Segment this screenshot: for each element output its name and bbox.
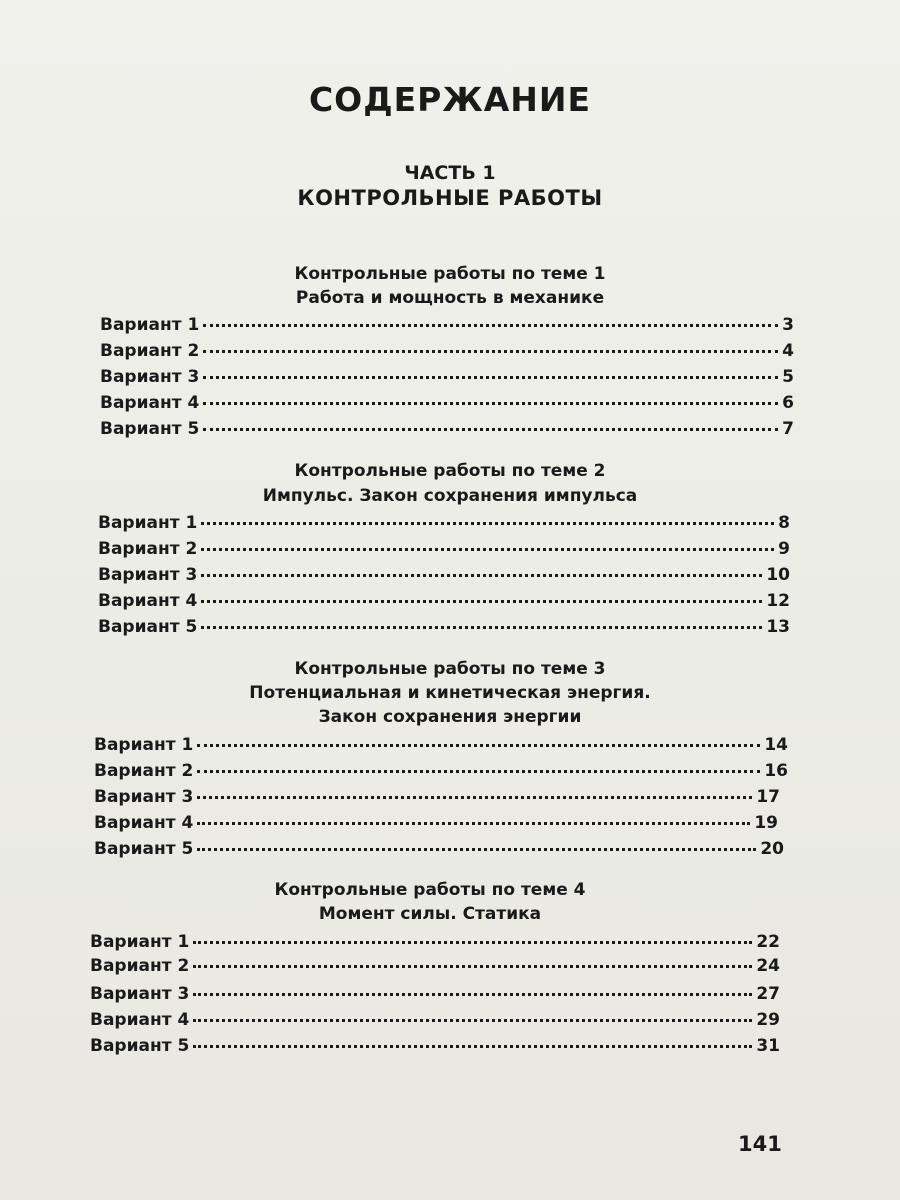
- dot-leader: [201, 521, 774, 525]
- toc-entry[interactable]: [100, 419, 794, 443]
- dot-leader: [203, 401, 778, 405]
- entry-page: 8: [778, 513, 790, 533]
- entry-page: 27: [756, 984, 780, 1004]
- dot-leader: [197, 743, 760, 747]
- topic-3-subtitle-line-2: Закон сохранения энергии: [318, 707, 582, 727]
- entry-label: Вариант 3: [100, 367, 200, 387]
- entry-page: 6: [782, 393, 794, 413]
- dot-leader: [201, 573, 762, 577]
- topic-4-subtitle: Момент силы. Статика: [318, 904, 542, 924]
- entry-page: 12: [766, 591, 790, 611]
- dot-leader: [193, 940, 752, 944]
- toc-entry[interactable]: [90, 1036, 780, 1060]
- dot-leader: [197, 769, 760, 773]
- entry-page: 4: [782, 341, 794, 361]
- toc-entry[interactable]: [100, 315, 794, 339]
- entry-page: 3: [782, 315, 794, 335]
- entry-page: 14: [764, 735, 788, 755]
- entry-page: 31: [756, 1036, 780, 1056]
- toc-entry[interactable]: [100, 393, 794, 417]
- topic-4-heading: Контрольные работы по теме 4: [274, 880, 586, 900]
- toc-entry[interactable]: [94, 761, 788, 785]
- dot-leader: [203, 375, 778, 379]
- entry-label: Вариант 5: [100, 419, 200, 439]
- entry-label: Вариант 3: [98, 565, 198, 585]
- entry-label: Вариант 2: [90, 956, 190, 976]
- dot-leader: [197, 847, 756, 851]
- entry-page: 22: [756, 932, 780, 952]
- topic-2-subtitle: Импульс. Закон сохранения импульса: [262, 486, 638, 506]
- entry-label: Вариант 5: [90, 1036, 190, 1056]
- entry-page: 17: [756, 787, 780, 807]
- dot-leader: [203, 323, 778, 327]
- toc-entry[interactable]: [100, 341, 794, 365]
- toc-entry[interactable]: [90, 932, 780, 956]
- topic-1-heading: Контрольные работы по теме 1: [294, 264, 606, 284]
- topic-1-subtitle: Работа и мощность в механике: [295, 288, 605, 308]
- entry-page: 29: [756, 1010, 780, 1030]
- toc-entry[interactable]: [90, 1010, 780, 1034]
- entry-page: 9: [778, 539, 790, 559]
- toc-entry[interactable]: [90, 956, 780, 980]
- entry-label: Вариант 5: [94, 839, 194, 859]
- part-title: КОНТРОЛЬНЫЕ РАБОТЫ: [297, 186, 603, 210]
- topic-3-subtitle-line-1: Потенциальная и кинетическая энергия.: [249, 683, 651, 703]
- entry-label: Вариант 2: [100, 341, 200, 361]
- page-number: 141: [738, 1132, 782, 1156]
- dot-leader: [193, 992, 752, 996]
- entry-label: Вариант 4: [94, 813, 194, 833]
- entry-label: Вариант 2: [98, 539, 198, 559]
- toc-entry[interactable]: [94, 839, 784, 863]
- entry-page: 7: [782, 419, 794, 439]
- toc-entry[interactable]: [94, 787, 780, 811]
- topic-3-heading: Контрольные работы по теме 3: [294, 659, 606, 679]
- page-title: СОДЕРЖАНИЕ: [308, 80, 592, 119]
- entry-page: 5: [782, 367, 794, 387]
- toc-entry[interactable]: [90, 984, 780, 1008]
- dot-leader: [203, 349, 778, 353]
- toc-entry[interactable]: [98, 617, 790, 641]
- dot-leader: [193, 1018, 752, 1022]
- dot-leader: [203, 427, 778, 431]
- entry-page: 24: [756, 956, 780, 976]
- entry-page: 10: [766, 565, 790, 585]
- entry-label: Вариант 3: [90, 984, 190, 1004]
- dot-leader: [193, 964, 752, 968]
- entry-label: Вариант 4: [90, 1010, 190, 1030]
- dot-leader: [201, 547, 774, 551]
- entry-label: Вариант 3: [94, 787, 194, 807]
- entry-label: Вариант 5: [98, 617, 198, 637]
- dot-leader: [197, 821, 750, 825]
- entry-page: 13: [766, 617, 790, 637]
- topic-2-heading: Контрольные работы по теме 2: [294, 461, 606, 481]
- dot-leader: [201, 599, 762, 603]
- entry-label: Вариант 4: [98, 591, 198, 611]
- entry-page: 16: [764, 761, 788, 781]
- entry-label: Вариант 1: [98, 513, 198, 533]
- dot-leader: [193, 1044, 752, 1048]
- entry-label: Вариант 2: [94, 761, 194, 781]
- toc-entry[interactable]: [98, 591, 790, 615]
- entry-label: Вариант 1: [94, 735, 194, 755]
- toc-entry[interactable]: [98, 513, 790, 537]
- entry-page: 19: [754, 813, 778, 833]
- dot-leader: [197, 795, 752, 799]
- toc-entry[interactable]: [94, 735, 788, 759]
- entry-label: Вариант 4: [100, 393, 200, 413]
- toc-entry[interactable]: [98, 539, 790, 563]
- toc-entry[interactable]: [100, 367, 794, 391]
- entry-label: Вариант 1: [90, 932, 190, 952]
- entry-label: Вариант 1: [100, 315, 200, 335]
- dot-leader: [201, 625, 762, 629]
- part-label: ЧАСТЬ 1: [404, 162, 496, 184]
- toc-entry[interactable]: [98, 565, 790, 589]
- entry-page: 20: [760, 839, 784, 859]
- toc-entry[interactable]: [94, 813, 778, 837]
